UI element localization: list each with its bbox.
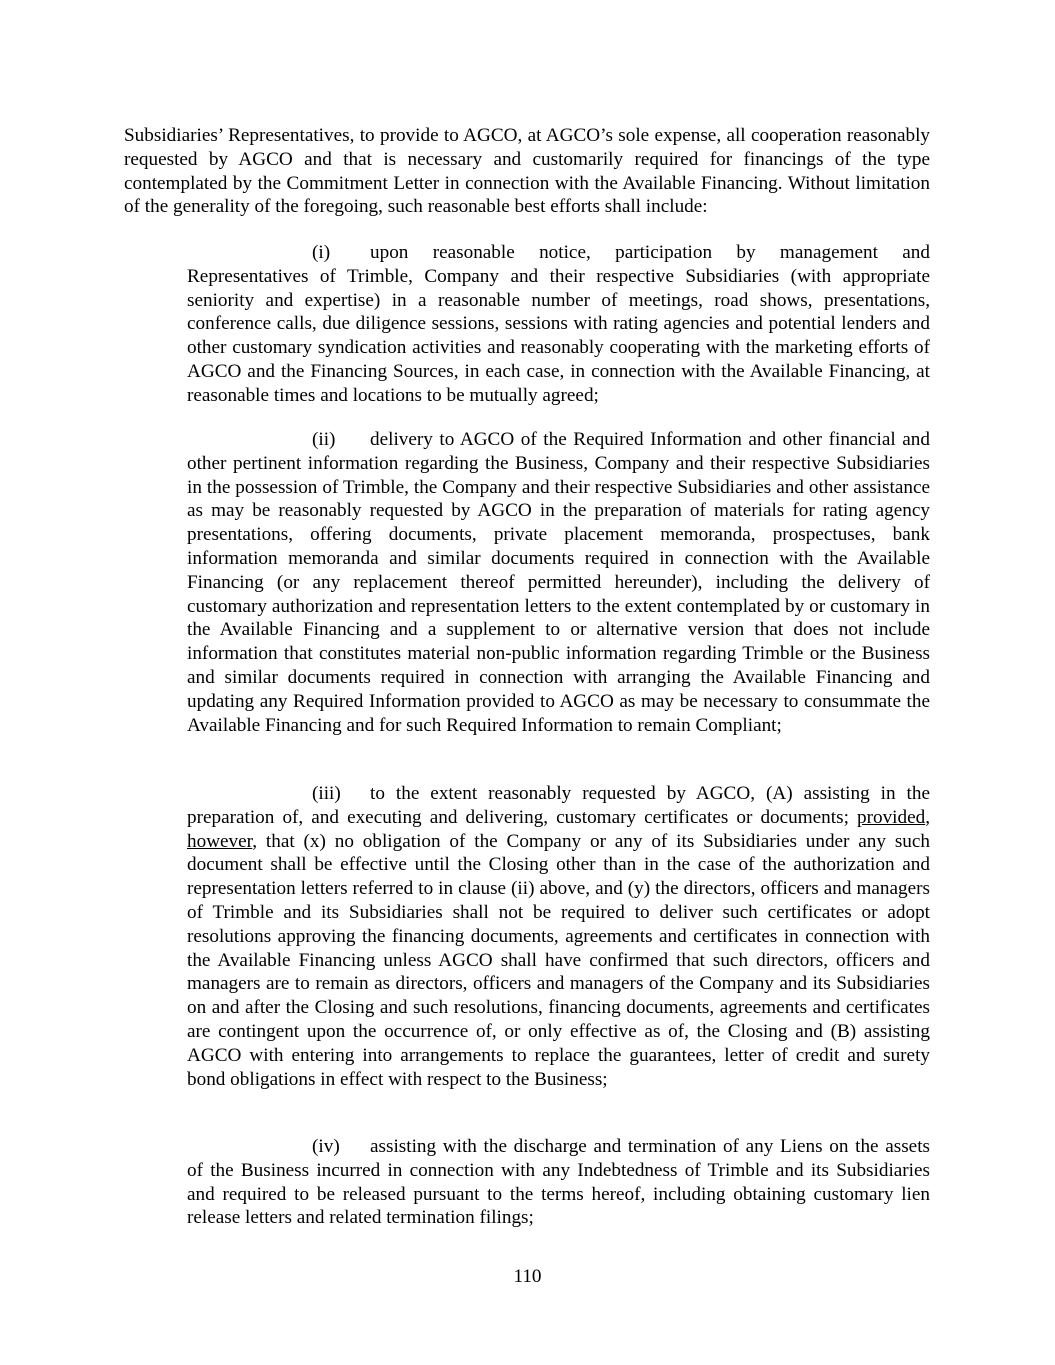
clause-number: (i) xyxy=(312,242,331,263)
intro-paragraph: Subsidiaries’ Representatives, to provide to AGCO, at AGCO’s sole expense, all cooperation reasonably requested by AGCO and that is necessary and customarily required for financings of the type contemplated by the Commitment Letter in connection with the Available Financing. Without limitation of the generality of the foregoing, such reasonable best efforts shall include: xyxy=(124,125,930,218)
clause-text: upon reasonable notice, participation by management and Representatives of Trimble, Company and their respective Subsidiaries (with appropriate seniority and expertise) in a reasonable number of meetings, road shows, presentations, conference calls, due diligence sessions, sessions with rating agencies and potential lenders and other customary syndication activities and reasonably cooperating with the marketing efforts of AGCO and the Financing Sources, in each case, in connection with the Available Financing, at reasonable times and locations to be mutually agreed; xyxy=(187,242,930,406)
provided-term: provided xyxy=(857,806,926,828)
clause-iv xyxy=(187,1135,930,1230)
clause-text-after: , that (x) no obligation of the Company or any of its Subsidiaries under any such document shall be effective until the Closing other than in the case of the authorization and representation letters referred to in clause (ii) above, and (y) the directors, officers and managers of Trimble and its Subsidiaries shall not be required to deliver such certificates or adopt resolutions approving the financing documents, agreements and certificates in connection with the Available Financing unless AGCO shall have confirmed that such directors, officers and managers are to remain as directors, officers and managers of the Company and its Subsidiaries on and after the Closing and such resolutions, financing documents, agreements and certificates are contingent upon the occurrence of, or only effective as of, the Closing and (B) assisting AGCO with entering into arrangements to replace the guarantees, letter of credit and surety bond obligations in effect with respect to the Business; xyxy=(187,830,930,1090)
clause-number: (ii) xyxy=(312,429,336,450)
clause-i xyxy=(187,241,930,408)
clause-number: (iv) xyxy=(312,1136,340,1157)
clause-ii xyxy=(187,428,930,737)
page-number: 110 xyxy=(513,1266,542,1287)
however-term: however xyxy=(187,830,253,852)
clause-text-before: to the extent reasonably requested by AGCO, (A) assisting in the preparation of, and executing and delivering, customary certificates or documents; xyxy=(187,783,930,828)
clause-number: (iii) xyxy=(312,783,341,804)
clause-text: assisting with the discharge and termination of any Liens on the assets of the Business incurred in connection with any Indebtedness of Trimble and its Subsidiaries and required to be released pursuant to the terms hereof, including obtaining customary lien release letters and related termination filings; xyxy=(187,1136,930,1229)
clause-iii: (iii) to the extent reasonably requested by AGCO, (A) assisting in the preparation of, and executing and delivering, customary certificates or documents; provided, however, that (x) no obligation of the Company or any of its Subsidiaries under any such document shall be effective until the Closing other than in the case of the authorization and representation letters referred to in clause (ii) above, and (y) the directors, officers and managers of Trimble and its Subsidiaries shall not be required to deliver such certificates or adopt resolutions approving the financing documents, agreements and certificates in connection with the Available Financing unless AGCO shall have confirmed that such directors, officers and managers are to remain as directors, officers and managers of the Company and its Subsidiaries on and after the Closing and such resolutions, financing documents, agreements and certificates are contingent upon the occurrence of, or only effective as of, the Closing and (B) assisting AGCO with entering into arrangements to replace the guarantees, letter of credit and surety bond obligations in effect with respect to the Business; xyxy=(187,783,931,1090)
clause-text: delivery to AGCO of the Required Information and other financial and other pertinent information regarding the Business, Company and their respective Subsidiaries in the possession of Trimble, the Company and their respective Subsidiaries and other assistance as may be reasonably requested by AGCO in the preparation of materials for rating agency presentations, offering documents, private placement memoranda, prospectuses, bank information memoranda and similar documents required in connection with the Available Financing (or any replacement thereof permitted hereunder), including the delivery of customary authorization and representation letters to the extent contemplated by or customary in the Available Financing and a supplement to or alternative version that does not include information that constitutes material non-public information regarding Trimble or the Business and similar documents required in connection with arranging the Available Financing and updating any Required Information provided to AGCO as may be necessary to consummate the Available Financing and for such Required Information to remain Compliant; xyxy=(187,429,930,736)
